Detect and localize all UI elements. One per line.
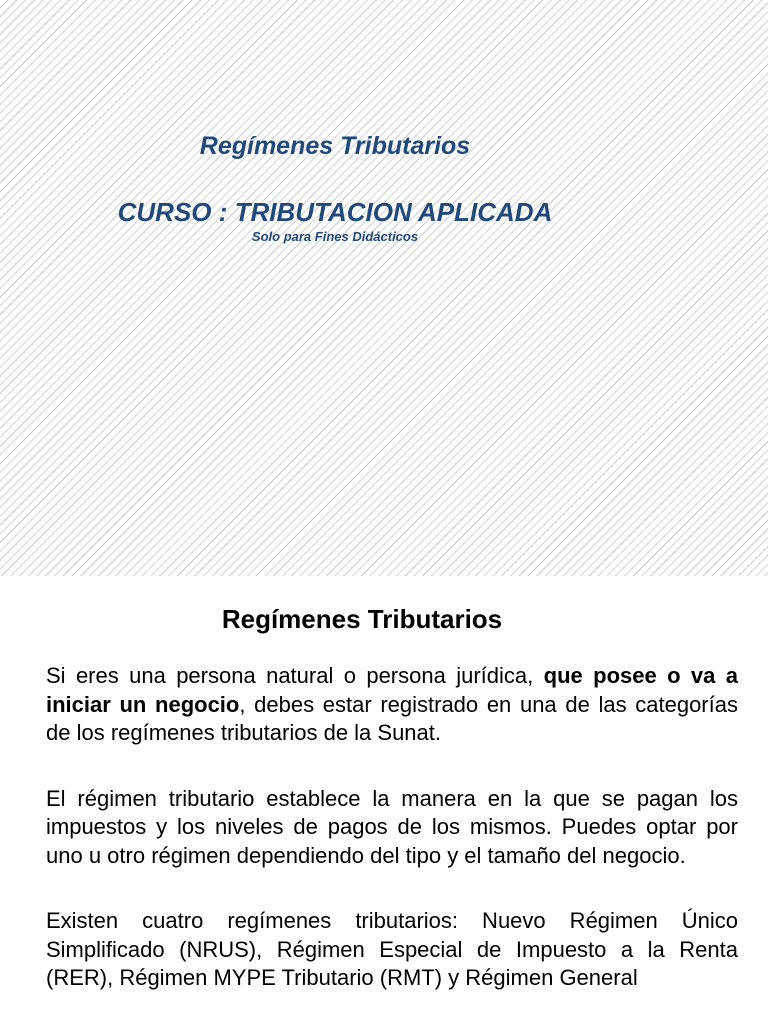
paragraph-1-start: Si eres una persona natural o persona jurídica,: [46, 663, 544, 688]
paragraph-1: [46, 662, 738, 748]
slide-subtitle: Solo para Fines Didácticos: [251, 229, 419, 244]
content-heading: Regímenes Tributarios: [221, 604, 503, 634]
course-title: CURSO : TRIBUTACION APLICADA: [117, 197, 553, 227]
content-body: [46, 662, 738, 1024]
content-slide: [0, 576, 768, 1024]
paragraph-1-end: , debes estar registrado en una de las categorías de los regímenes tributarios de la Sunat.: [46, 691, 738, 745]
slide-title: Regímenes Tributarios: [199, 132, 471, 160]
paragraph-2: El régimen tributario establece la manera en la que se pagan los impuestos y los niveles de pagos de los mismos. Puedes optar por uno u otro régimen dependiendo del tipo y el tamaño del negocio.: [46, 785, 738, 868]
paragraph-1-bold: que posee o va a iniciar un negocio: [46, 663, 738, 717]
paragraph-3: Existen cuatro regímenes tributarios: Nuevo Régimen Único Simplificado (NRUS), Régimen Especial de Impuesto a la Renta (RER), Régimen MYPE Tributario (RMT) y Régimen General: [46, 908, 738, 990]
